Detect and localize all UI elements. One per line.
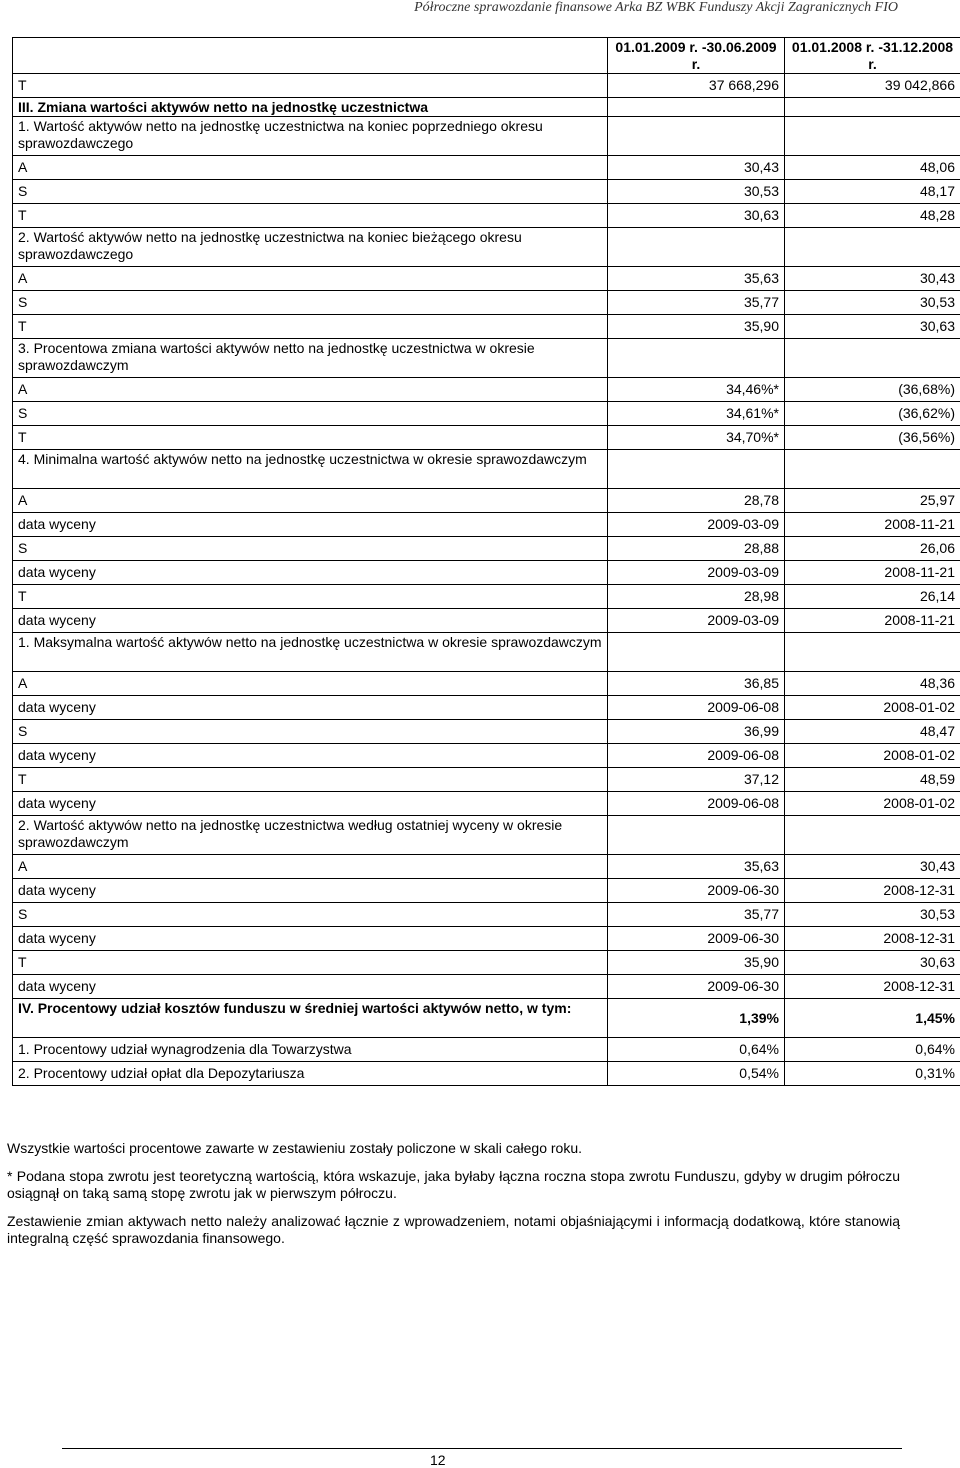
row-value-2008: 2008-01-02	[785, 696, 960, 720]
row-value-2009: 2009-06-08	[608, 744, 785, 768]
table-row	[13, 426, 960, 450]
row-value-2009: 34,70%*	[608, 426, 785, 450]
row-value-2009: 37,12	[608, 768, 785, 792]
row-label: data wyceny	[13, 879, 608, 903]
table-row	[13, 402, 960, 426]
row-value-2008: 48,59	[785, 768, 960, 792]
row-label: S	[13, 402, 608, 426]
table-row	[13, 315, 960, 339]
row-value-2008: 48,17	[785, 180, 960, 204]
row-value-2008: 2008-12-31	[785, 975, 960, 999]
page-number: 12	[430, 1452, 446, 1468]
row-label: 2. Procentowy udział opłat dla Depozytariusza	[13, 1062, 608, 1086]
row-label: data wyceny	[13, 744, 608, 768]
row-value-2009: 30,53	[608, 180, 785, 204]
table-row	[13, 999, 960, 1038]
row-label: T	[13, 768, 608, 792]
row-label: 3. Procentowa zmiana wartości aktywów netto na jednostkę uczestnictwa w okresie sprawozdawczym	[13, 339, 608, 378]
row-label: T	[13, 74, 608, 98]
row-value-2008: 2008-11-21	[785, 609, 960, 633]
table-row	[13, 975, 960, 999]
table-row	[13, 672, 960, 696]
row-value-2008	[785, 633, 960, 672]
table-row	[13, 927, 960, 951]
column-header-2008: 01.01.2008 r. -31.12.2008 r.	[785, 38, 960, 74]
row-value-2008: 0,64%	[785, 1038, 960, 1062]
table-row	[13, 117, 960, 156]
table-row	[13, 792, 960, 816]
row-value-2008	[785, 228, 960, 267]
table-row	[13, 267, 960, 291]
row-value-2009: 30,63	[608, 204, 785, 228]
row-label: III. Zmiana wartości aktywów netto na jednostkę uczestnictwa	[13, 98, 608, 117]
table-row	[13, 720, 960, 744]
row-value-2009: 2009-06-30	[608, 975, 785, 999]
row-label: IV. Procentowy udział kosztów funduszu w średniej wartości aktywów netto, w tym:	[13, 999, 608, 1038]
row-label: S	[13, 720, 608, 744]
row-label: S	[13, 291, 608, 315]
table-row	[13, 951, 960, 975]
row-value-2009: 35,63	[608, 855, 785, 879]
row-value-2008: 48,06	[785, 156, 960, 180]
footer-rule	[62, 1448, 902, 1449]
row-value-2009: 35,63	[608, 267, 785, 291]
row-value-2008: 30,43	[785, 267, 960, 291]
table-row	[13, 744, 960, 768]
row-value-2009	[608, 339, 785, 378]
row-value-2008: (36,62%)	[785, 402, 960, 426]
table-row	[13, 561, 960, 585]
row-label: A	[13, 378, 608, 402]
row-value-2009: 2009-03-09	[608, 561, 785, 585]
row-value-2009: 2009-03-09	[608, 609, 785, 633]
row-value-2009: 36,99	[608, 720, 785, 744]
row-label: T	[13, 585, 608, 609]
row-value-2009: 34,46%*	[608, 378, 785, 402]
row-value-2009	[608, 98, 785, 117]
table-row	[13, 816, 960, 855]
row-label: 2. Wartość aktywów netto na jednostkę uczestnictwa na koniec bieżącego okresu sprawozdawczego	[13, 228, 608, 267]
table-row	[13, 696, 960, 720]
row-label: 2. Wartość aktywów netto na jednostkę uczestnictwa według ostatniej wyceny w okresie sprawozdawczym	[13, 816, 608, 855]
row-label: 1. Procentowy udział wynagrodzenia dla Towarzystwa	[13, 1038, 608, 1062]
row-value-2009	[608, 450, 785, 489]
running-header: Półroczne sprawozdanie finansowe Arka BZ WBK Funduszy Akcji Zagranicznych FIO	[414, 0, 898, 16]
table-row	[13, 768, 960, 792]
row-value-2009: 0,54%	[608, 1062, 785, 1086]
table-row	[13, 378, 960, 402]
row-value-2008: 30,43	[785, 855, 960, 879]
row-label: 1. Maksymalna wartość aktywów netto na jednostkę uczestnictwa w okresie sprawozdawczym	[13, 633, 608, 672]
table-row	[13, 585, 960, 609]
row-value-2009: 28,98	[608, 585, 785, 609]
table-row	[13, 204, 960, 228]
row-value-2009: 35,90	[608, 951, 785, 975]
row-label: data wyceny	[13, 975, 608, 999]
row-label: data wyceny	[13, 561, 608, 585]
row-value-2009: 36,85	[608, 672, 785, 696]
row-value-2009: 28,78	[608, 489, 785, 513]
row-label: data wyceny	[13, 927, 608, 951]
row-value-2009: 35,77	[608, 903, 785, 927]
row-label: T	[13, 426, 608, 450]
row-value-2008: 1,45%	[785, 999, 960, 1038]
table-row	[13, 450, 960, 489]
row-value-2009: 2009-06-30	[608, 879, 785, 903]
row-value-2008: 30,63	[785, 951, 960, 975]
row-value-2009	[608, 117, 785, 156]
row-label: A	[13, 267, 608, 291]
row-label: T	[13, 204, 608, 228]
row-label: T	[13, 315, 608, 339]
table-row	[13, 489, 960, 513]
row-value-2008	[785, 98, 960, 117]
row-value-2008: 2008-12-31	[785, 927, 960, 951]
row-value-2008: 2008-01-02	[785, 792, 960, 816]
row-value-2009: 35,90	[608, 315, 785, 339]
table-row	[13, 156, 960, 180]
row-value-2009: 2009-06-08	[608, 792, 785, 816]
column-header-2009: 01.01.2009 r. -30.06.2009 r.	[608, 38, 785, 74]
row-value-2008: 48,28	[785, 204, 960, 228]
row-value-2008: 2008-01-02	[785, 744, 960, 768]
table-row	[13, 537, 960, 561]
row-label: S	[13, 180, 608, 204]
row-value-2009: 37 668,296	[608, 74, 785, 98]
row-value-2009	[608, 633, 785, 672]
row-value-2008	[785, 450, 960, 489]
row-value-2009	[608, 816, 785, 855]
table-header-row	[13, 38, 960, 74]
table-row	[13, 903, 960, 927]
table-row	[13, 98, 960, 117]
row-value-2009: 28,88	[608, 537, 785, 561]
table-row	[13, 633, 960, 672]
row-value-2009: 35,77	[608, 291, 785, 315]
row-value-2008: 26,14	[785, 585, 960, 609]
row-value-2008: (36,56%)	[785, 426, 960, 450]
row-label: data wyceny	[13, 696, 608, 720]
note-theoretical-return: * Podana stopa zwrotu jest teoretyczną wartością, która wskazuje, jaka byłaby łączna roczna stopa zwrotu Funduszu, gdyby w drugim półroczu osiągnął on taką samą stopę zwrotu jak w pierwszym półroczu.	[7, 1168, 900, 1202]
row-value-2008	[785, 816, 960, 855]
row-label: A	[13, 156, 608, 180]
row-value-2009	[608, 228, 785, 267]
row-value-2009: 2009-06-30	[608, 927, 785, 951]
note-integral-part: Zestawienie zmian aktywach netto należy analizować łącznie z wprowadzeniem, notami objaśniającymi i informacją dodatkową, które stanowią integralną część sprawozdania finansowego.	[7, 1213, 900, 1247]
note-annual-scale: Wszystkie wartości procentowe zawarte w zestawieniu zostały policzone w skali całego roku.	[7, 1140, 900, 1157]
table-row	[13, 609, 960, 633]
row-value-2008	[785, 117, 960, 156]
row-label: 4. Minimalna wartość aktywów netto na jednostkę uczestnictwa w okresie sprawozdawczym	[13, 450, 608, 489]
table-row	[13, 879, 960, 903]
row-label: A	[13, 855, 608, 879]
table-row	[13, 339, 960, 378]
header-label-cell	[13, 38, 608, 74]
row-label: data wyceny	[13, 792, 608, 816]
financial-table	[12, 37, 960, 1086]
row-label: data wyceny	[13, 513, 608, 537]
row-value-2008: 30,53	[785, 291, 960, 315]
row-value-2008: 2008-11-21	[785, 561, 960, 585]
row-value-2009: 34,61%*	[608, 402, 785, 426]
row-value-2008: 26,06	[785, 537, 960, 561]
row-value-2008: 48,36	[785, 672, 960, 696]
row-label: data wyceny	[13, 609, 608, 633]
row-value-2008: 2008-12-31	[785, 879, 960, 903]
table-row	[13, 513, 960, 537]
row-value-2009: 0,64%	[608, 1038, 785, 1062]
table-row	[13, 1038, 960, 1062]
row-label: A	[13, 489, 608, 513]
table-row	[13, 1062, 960, 1086]
row-label: A	[13, 672, 608, 696]
row-value-2008: 2008-11-21	[785, 513, 960, 537]
row-label: 1. Wartość aktywów netto na jednostkę uczestnictwa na koniec poprzedniego okresu sprawozdawczego	[13, 117, 608, 156]
row-value-2008: 25,97	[785, 489, 960, 513]
row-value-2009: 1,39%	[608, 999, 785, 1038]
row-value-2009: 2009-03-09	[608, 513, 785, 537]
row-label: S	[13, 537, 608, 561]
row-value-2008: 30,63	[785, 315, 960, 339]
row-value-2008	[785, 339, 960, 378]
table-row	[13, 180, 960, 204]
row-value-2009: 30,43	[608, 156, 785, 180]
row-value-2008: 30,53	[785, 903, 960, 927]
row-value-2008: (36,68%)	[785, 378, 960, 402]
table-row	[13, 855, 960, 879]
table-row	[13, 74, 960, 98]
row-value-2008: 48,47	[785, 720, 960, 744]
row-label: S	[13, 903, 608, 927]
row-label: T	[13, 951, 608, 975]
row-value-2008: 0,31%	[785, 1062, 960, 1086]
table-row	[13, 228, 960, 267]
row-value-2009: 2009-06-08	[608, 696, 785, 720]
table-row	[13, 291, 960, 315]
row-value-2008: 39 042,866	[785, 74, 960, 98]
notes	[7, 1140, 900, 1258]
